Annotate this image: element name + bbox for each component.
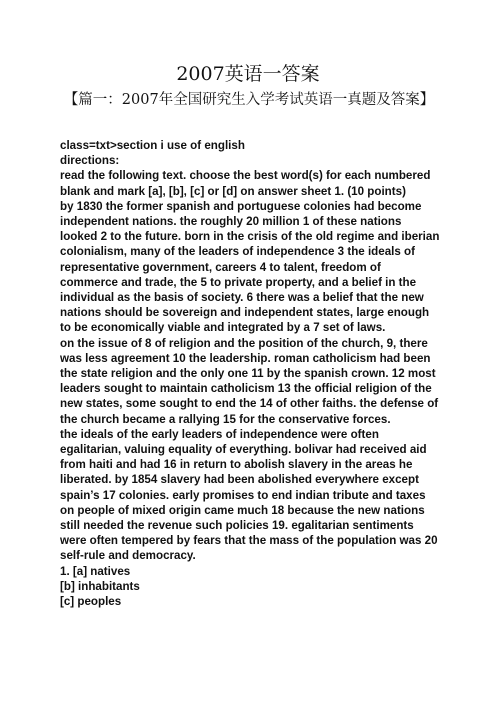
answer-option-line: [b] inhabitants	[60, 579, 140, 593]
document-body	[60, 138, 440, 609]
section-heading-line: class=txt>section i use of english	[60, 139, 245, 152]
answer-option-line: 1. [a] natives	[60, 564, 131, 578]
instructions-paragraph: read the following text. choose the best word(s) for each numbered blank and mark [a], [b], [c] or [d] on answer sheet 1. (10 points)	[60, 169, 431, 198]
passage-paragraph-4: spain’s 17 colonies. early promises to end indian tribute and taxes on people of mixed origin came much 18 because the new nations still needed the revenue such policies 19. egalitarian sentiments were often tempered by fears that the mass of the population was 20 self-rule and democracy.	[60, 488, 438, 563]
answer-option-line: [c] peoples	[60, 595, 122, 609]
directions-line: directions:	[60, 154, 120, 168]
document-title: 2007英语一答案	[176, 63, 320, 85]
passage-paragraph-3: the ideals of the early leaders of independence were often egalitarian, valuing equality of everything. bolivar had received aid from haiti and had 16 in return to abolish slavery in the areas he liberated. by 1854 slavery had been abolished everywhere except	[60, 427, 427, 487]
passage-paragraph-1: by 1830 the former spanish and portuguese colonies had become independent nations. the roughly 20 million 1 of these nations looked 2 to the future. born in the crisis of the old regime and iberian colonialism, many of the leaders of independence 3 the ideals of representative government, careers 4 to talent, freedom of commerce and trade, the 5 to private property, and a belief in the individual as the basis of society. 6 there was a belief that the new nations should be sovereign and independent states, large enough to be economically viable and integrated by a 7 set of laws.	[60, 199, 440, 335]
passage-paragraph-2: on the issue of 8 of religion and the position of the church, 9, there was less agreement 10 the leadership. roman catholicism had been the state religion and the only one 11 by the spanish crown. 12 most leaders sought to maintain catholicism 13 the official religion of the new states, some sought to end the 14 of other faiths. the defense of the church became a rallying 15 for the conservative forces.	[60, 336, 439, 426]
document-subtitle: 【篇一：2007年全国研究生入学考试英语一真题及答案】	[63, 92, 435, 108]
